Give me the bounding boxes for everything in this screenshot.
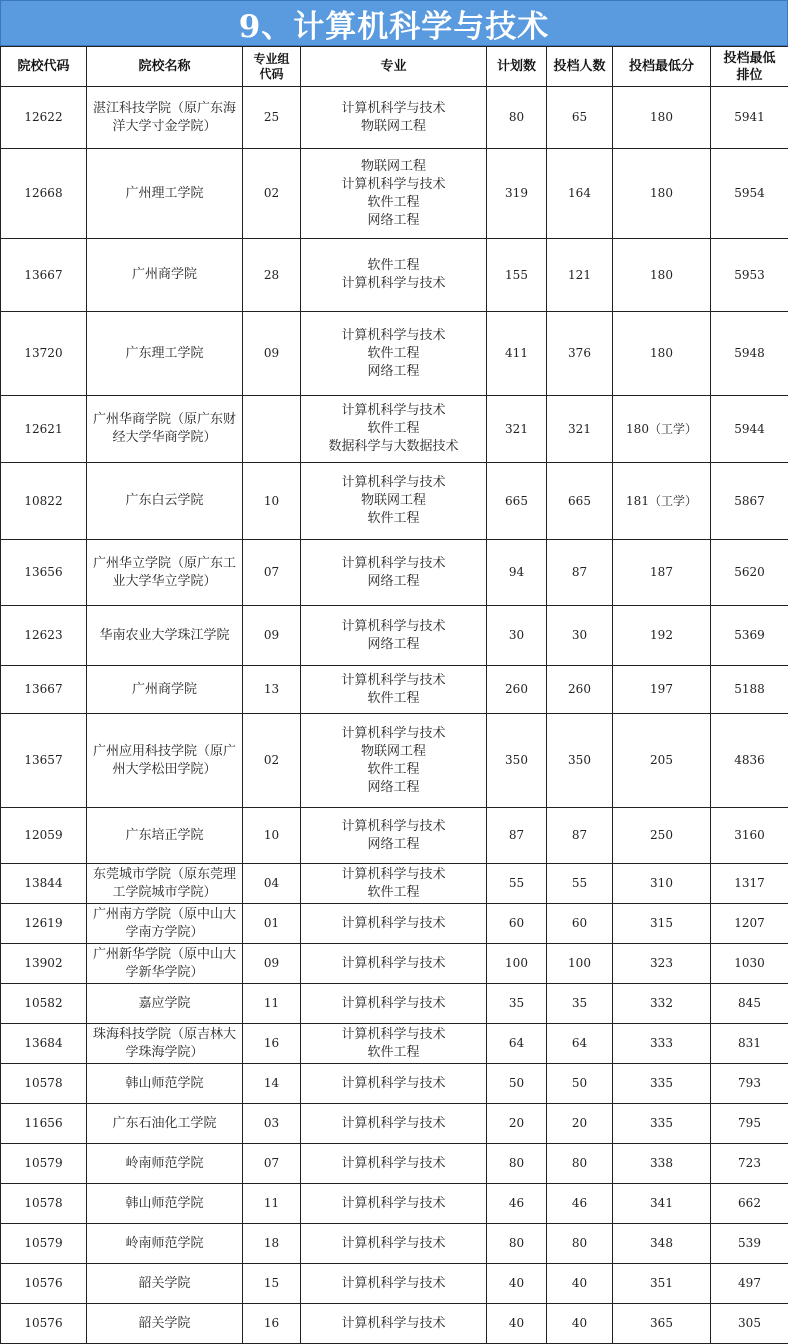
- cell-school-name: 广州商学院: [87, 239, 243, 312]
- cell-school-code: 10582: [1, 984, 87, 1024]
- major-item: 计算机科学与技术: [301, 1275, 486, 1293]
- cell-school-name: 广州南方学院（原中山大学南方学院）: [87, 904, 243, 944]
- cell-school-name: 岭南师范学院: [87, 1144, 243, 1184]
- cell-plan: 94: [487, 540, 547, 606]
- cell-plan: 87: [487, 808, 547, 864]
- cell-group-code: 10: [243, 463, 301, 540]
- table-row: [1, 1104, 788, 1144]
- page-title: 9、计算机科学与技术: [0, 0, 788, 46]
- cell-majors: [301, 904, 487, 944]
- major-item: 数据科学与大数据技术: [301, 438, 486, 456]
- cell-admitted: 80: [547, 1144, 613, 1184]
- cell-min-score: 180: [613, 239, 711, 312]
- cell-admitted: 20: [547, 1104, 613, 1144]
- table-body: [1, 87, 788, 1344]
- cell-school-name: 广东培正学院: [87, 808, 243, 864]
- cell-plan: 80: [487, 87, 547, 149]
- major-item: 网络工程: [301, 779, 486, 797]
- cell-school-code: 12619: [1, 904, 87, 944]
- cell-school-name: 广州新华学院（原中山大学新华学院）: [87, 944, 243, 984]
- cell-school-code: 13720: [1, 312, 87, 396]
- major-item: 计算机科学与技术: [301, 275, 486, 293]
- cell-group-code: 16: [243, 1304, 301, 1344]
- header-group: 专业组代码: [243, 47, 301, 87]
- major-item: 计算机科学与技术: [301, 618, 486, 636]
- major-item: 计算机科学与技术: [301, 1075, 486, 1093]
- cell-admitted: 164: [547, 149, 613, 239]
- major-item: 计算机科学与技术: [301, 1155, 486, 1173]
- major-item: 计算机科学与技术: [301, 1195, 486, 1213]
- cell-plan: 60: [487, 904, 547, 944]
- cell-plan: 80: [487, 1144, 547, 1184]
- cell-school-name: 东莞城市学院（原东莞理工学院城市学院）: [87, 864, 243, 904]
- cell-min-score: 338: [613, 1144, 711, 1184]
- cell-school-code: 13657: [1, 714, 87, 808]
- cell-group-code: 02: [243, 149, 301, 239]
- table-row: [1, 149, 788, 239]
- cell-majors: [301, 239, 487, 312]
- cell-plan: 319: [487, 149, 547, 239]
- cell-min-score: 197: [613, 666, 711, 714]
- major-item: 计算机科学与技术: [301, 402, 486, 420]
- cell-min-rank: 5948: [711, 312, 788, 396]
- cell-school-code: 12621: [1, 396, 87, 463]
- cell-min-rank: 845: [711, 984, 788, 1024]
- cell-min-score: 205: [613, 714, 711, 808]
- cell-min-rank: 5953: [711, 239, 788, 312]
- header-min-rank: 投档最低排位: [711, 47, 788, 87]
- cell-plan: 55: [487, 864, 547, 904]
- cell-majors: [301, 984, 487, 1024]
- cell-majors: [301, 944, 487, 984]
- major-item: 计算机科学与技术: [301, 1026, 486, 1044]
- cell-min-score: 332: [613, 984, 711, 1024]
- table-row: [1, 714, 788, 808]
- cell-group-code: 28: [243, 239, 301, 312]
- cell-min-score: 180: [613, 149, 711, 239]
- table-row: [1, 396, 788, 463]
- cell-school-code: 13902: [1, 944, 87, 984]
- cell-admitted: 350: [547, 714, 613, 808]
- cell-majors: [301, 1184, 487, 1224]
- cell-school-name: 广州理工学院: [87, 149, 243, 239]
- header-code: 院校代码: [1, 47, 87, 87]
- cell-school-code: 10579: [1, 1224, 87, 1264]
- cell-min-score: 187: [613, 540, 711, 606]
- cell-plan: 64: [487, 1024, 547, 1064]
- cell-plan: 50: [487, 1064, 547, 1104]
- major-item: 计算机科学与技术: [301, 672, 486, 690]
- table-row: [1, 666, 788, 714]
- table-row: [1, 1264, 788, 1304]
- cell-plan: 20: [487, 1104, 547, 1144]
- header-plan: 计划数: [487, 47, 547, 87]
- cell-plan: 665: [487, 463, 547, 540]
- major-item: 网络工程: [301, 836, 486, 854]
- cell-majors: [301, 1024, 487, 1064]
- major-item: 物联网工程: [301, 158, 486, 176]
- cell-min-rank: 1207: [711, 904, 788, 944]
- cell-school-name: 广东理工学院: [87, 312, 243, 396]
- cell-group-code: 13: [243, 666, 301, 714]
- cell-admitted: 40: [547, 1304, 613, 1344]
- cell-min-score: 315: [613, 904, 711, 944]
- major-item: 物联网工程: [301, 743, 486, 761]
- major-item: 计算机科学与技术: [301, 915, 486, 933]
- major-item: 软件工程: [301, 257, 486, 275]
- cell-school-name: 韶关学院: [87, 1264, 243, 1304]
- cell-group-code: [243, 396, 301, 463]
- table-row: [1, 1064, 788, 1104]
- cell-plan: 100: [487, 944, 547, 984]
- cell-school-name: 广州商学院: [87, 666, 243, 714]
- cell-school-name: 韩山师范学院: [87, 1064, 243, 1104]
- cell-admitted: 40: [547, 1264, 613, 1304]
- cell-school-code: 13844: [1, 864, 87, 904]
- major-item: 软件工程: [301, 194, 486, 212]
- cell-majors: [301, 1104, 487, 1144]
- major-item: 计算机科学与技术: [301, 1115, 486, 1133]
- cell-majors: [301, 1264, 487, 1304]
- cell-min-rank: 497: [711, 1264, 788, 1304]
- cell-min-score: 310: [613, 864, 711, 904]
- major-item: 物联网工程: [301, 492, 486, 510]
- header-admitted: 投档人数: [547, 47, 613, 87]
- cell-majors: [301, 87, 487, 149]
- cell-group-code: 11: [243, 1184, 301, 1224]
- cell-min-score: 348: [613, 1224, 711, 1264]
- cell-admitted: 80: [547, 1224, 613, 1264]
- cell-group-code: 02: [243, 714, 301, 808]
- major-item: 计算机科学与技术: [301, 818, 486, 836]
- cell-group-code: 09: [243, 606, 301, 666]
- table-header-row: [1, 47, 788, 87]
- cell-majors: [301, 606, 487, 666]
- cell-min-score: 341: [613, 1184, 711, 1224]
- cell-admitted: 55: [547, 864, 613, 904]
- cell-admitted: 100: [547, 944, 613, 984]
- cell-min-score: 335: [613, 1104, 711, 1144]
- cell-group-code: 16: [243, 1024, 301, 1064]
- cell-majors: [301, 808, 487, 864]
- cell-min-rank: 662: [711, 1184, 788, 1224]
- cell-majors: [301, 1144, 487, 1184]
- cell-admitted: 46: [547, 1184, 613, 1224]
- major-item: 软件工程: [301, 1044, 486, 1062]
- table-row: [1, 1144, 788, 1184]
- cell-school-name: 广州华立学院（原广东工业大学华立学院）: [87, 540, 243, 606]
- cell-plan: 46: [487, 1184, 547, 1224]
- cell-group-code: 04: [243, 864, 301, 904]
- cell-min-score: 180（工学）: [613, 396, 711, 463]
- table-row: [1, 984, 788, 1024]
- cell-school-name: 珠海科技学院（原吉林大学珠海学院）: [87, 1024, 243, 1064]
- major-item: 计算机科学与技术: [301, 176, 486, 194]
- cell-group-code: 14: [243, 1064, 301, 1104]
- cell-admitted: 321: [547, 396, 613, 463]
- cell-min-rank: 5867: [711, 463, 788, 540]
- table-row: [1, 1304, 788, 1344]
- cell-school-code: 10576: [1, 1264, 87, 1304]
- cell-plan: 321: [487, 396, 547, 463]
- cell-school-code: 10822: [1, 463, 87, 540]
- cell-school-name: 岭南师范学院: [87, 1224, 243, 1264]
- major-item: 计算机科学与技术: [301, 995, 486, 1013]
- major-item: 计算机科学与技术: [301, 100, 486, 118]
- cell-min-score: 351: [613, 1264, 711, 1304]
- cell-school-code: 12623: [1, 606, 87, 666]
- cell-school-name: 广州华商学院（原广东财经大学华商学院）: [87, 396, 243, 463]
- cell-plan: 260: [487, 666, 547, 714]
- cell-admitted: 30: [547, 606, 613, 666]
- cell-majors: [301, 714, 487, 808]
- cell-school-code: 13667: [1, 239, 87, 312]
- cell-group-code: 15: [243, 1264, 301, 1304]
- cell-min-rank: 793: [711, 1064, 788, 1104]
- cell-group-code: 10: [243, 808, 301, 864]
- cell-school-code: 10578: [1, 1184, 87, 1224]
- major-item: 软件工程: [301, 884, 486, 902]
- major-item: 计算机科学与技术: [301, 725, 486, 743]
- cell-min-rank: 1030: [711, 944, 788, 984]
- cell-plan: 80: [487, 1224, 547, 1264]
- cell-majors: [301, 864, 487, 904]
- cell-plan: 411: [487, 312, 547, 396]
- major-item: 计算机科学与技术: [301, 474, 486, 492]
- cell-majors: [301, 666, 487, 714]
- cell-school-name: 韶关学院: [87, 1304, 243, 1344]
- cell-majors: [301, 1304, 487, 1344]
- cell-admitted: 35: [547, 984, 613, 1024]
- cell-admitted: 121: [547, 239, 613, 312]
- major-item: 计算机科学与技术: [301, 555, 486, 573]
- cell-min-score: 181（工学）: [613, 463, 711, 540]
- cell-admitted: 376: [547, 312, 613, 396]
- cell-plan: 40: [487, 1264, 547, 1304]
- cell-min-score: 365: [613, 1304, 711, 1344]
- table-row: [1, 808, 788, 864]
- table-row: [1, 312, 788, 396]
- admission-table: [0, 46, 788, 1344]
- cell-school-name: 广东石油化工学院: [87, 1104, 243, 1144]
- cell-min-rank: 5954: [711, 149, 788, 239]
- cell-admitted: 260: [547, 666, 613, 714]
- major-item: 网络工程: [301, 636, 486, 654]
- cell-school-code: 11656: [1, 1104, 87, 1144]
- cell-school-name: 嘉应学院: [87, 984, 243, 1024]
- cell-min-rank: 5620: [711, 540, 788, 606]
- cell-min-rank: 3160: [711, 808, 788, 864]
- table-row: [1, 606, 788, 666]
- cell-school-code: 13667: [1, 666, 87, 714]
- table-row: [1, 1184, 788, 1224]
- table-row: [1, 944, 788, 984]
- cell-admitted: 50: [547, 1064, 613, 1104]
- major-item: 计算机科学与技术: [301, 1315, 486, 1333]
- cell-min-rank: 5944: [711, 396, 788, 463]
- cell-school-code: 13656: [1, 540, 87, 606]
- table-row: [1, 540, 788, 606]
- cell-min-rank: 5941: [711, 87, 788, 149]
- cell-majors: [301, 1064, 487, 1104]
- header-name: 院校名称: [87, 47, 243, 87]
- cell-group-code: 25: [243, 87, 301, 149]
- cell-admitted: 60: [547, 904, 613, 944]
- major-item: 网络工程: [301, 573, 486, 591]
- cell-admitted: 65: [547, 87, 613, 149]
- major-item: 软件工程: [301, 510, 486, 528]
- cell-admitted: 64: [547, 1024, 613, 1064]
- cell-min-rank: 4836: [711, 714, 788, 808]
- cell-plan: 350: [487, 714, 547, 808]
- cell-school-name: 广东白云学院: [87, 463, 243, 540]
- cell-admitted: 87: [547, 808, 613, 864]
- cell-min-score: 333: [613, 1024, 711, 1064]
- cell-min-score: 180: [613, 312, 711, 396]
- cell-majors: [301, 149, 487, 239]
- cell-min-rank: 831: [711, 1024, 788, 1064]
- major-item: 软件工程: [301, 420, 486, 438]
- cell-school-name: 湛江科技学院（原广东海洋大学寸金学院）: [87, 87, 243, 149]
- cell-group-code: 09: [243, 944, 301, 984]
- header-major: 专业: [301, 47, 487, 87]
- cell-min-rank: 795: [711, 1104, 788, 1144]
- major-item: 计算机科学与技术: [301, 327, 486, 345]
- table-row: [1, 463, 788, 540]
- major-item: 软件工程: [301, 761, 486, 779]
- cell-majors: [301, 312, 487, 396]
- cell-school-code: 12668: [1, 149, 87, 239]
- cell-school-code: 13684: [1, 1024, 87, 1064]
- cell-school-code: 12059: [1, 808, 87, 864]
- cell-min-rank: 723: [711, 1144, 788, 1184]
- cell-plan: 155: [487, 239, 547, 312]
- cell-min-score: 323: [613, 944, 711, 984]
- cell-group-code: 07: [243, 540, 301, 606]
- cell-min-rank: 305: [711, 1304, 788, 1344]
- table-row: [1, 904, 788, 944]
- cell-admitted: 665: [547, 463, 613, 540]
- major-item: 网络工程: [301, 363, 486, 381]
- cell-school-name: 华南农业大学珠江学院: [87, 606, 243, 666]
- major-item: 计算机科学与技术: [301, 866, 486, 884]
- cell-plan: 35: [487, 984, 547, 1024]
- table-row: [1, 864, 788, 904]
- cell-min-score: 335: [613, 1064, 711, 1104]
- major-item: 计算机科学与技术: [301, 955, 486, 973]
- cell-plan: 30: [487, 606, 547, 666]
- major-item: 物联网工程: [301, 118, 486, 136]
- cell-majors: [301, 1224, 487, 1264]
- cell-group-code: 07: [243, 1144, 301, 1184]
- cell-majors: [301, 463, 487, 540]
- cell-group-code: 01: [243, 904, 301, 944]
- cell-group-code: 18: [243, 1224, 301, 1264]
- cell-group-code: 03: [243, 1104, 301, 1144]
- table-row: [1, 239, 788, 312]
- cell-school-code: 10579: [1, 1144, 87, 1184]
- cell-min-score: 250: [613, 808, 711, 864]
- cell-min-rank: 5188: [711, 666, 788, 714]
- header-min-score: 投档最低分: [613, 47, 711, 87]
- major-item: 软件工程: [301, 345, 486, 363]
- table-row: [1, 1024, 788, 1064]
- cell-majors: [301, 396, 487, 463]
- cell-group-code: 11: [243, 984, 301, 1024]
- major-item: 网络工程: [301, 212, 486, 230]
- cell-group-code: 09: [243, 312, 301, 396]
- cell-school-code: 12622: [1, 87, 87, 149]
- cell-min-score: 192: [613, 606, 711, 666]
- cell-admitted: 87: [547, 540, 613, 606]
- major-item: 软件工程: [301, 690, 486, 708]
- cell-min-rank: 539: [711, 1224, 788, 1264]
- cell-min-rank: 1317: [711, 864, 788, 904]
- cell-majors: [301, 540, 487, 606]
- cell-plan: 40: [487, 1304, 547, 1344]
- table-row: [1, 87, 788, 149]
- cell-school-code: 10578: [1, 1064, 87, 1104]
- major-item: 计算机科学与技术: [301, 1235, 486, 1253]
- cell-min-rank: 5369: [711, 606, 788, 666]
- table-row: [1, 1224, 788, 1264]
- cell-min-score: 180: [613, 87, 711, 149]
- cell-school-name: 韩山师范学院: [87, 1184, 243, 1224]
- cell-school-code: 10576: [1, 1304, 87, 1344]
- cell-school-name: 广州应用科技学院（原广州大学松田学院）: [87, 714, 243, 808]
